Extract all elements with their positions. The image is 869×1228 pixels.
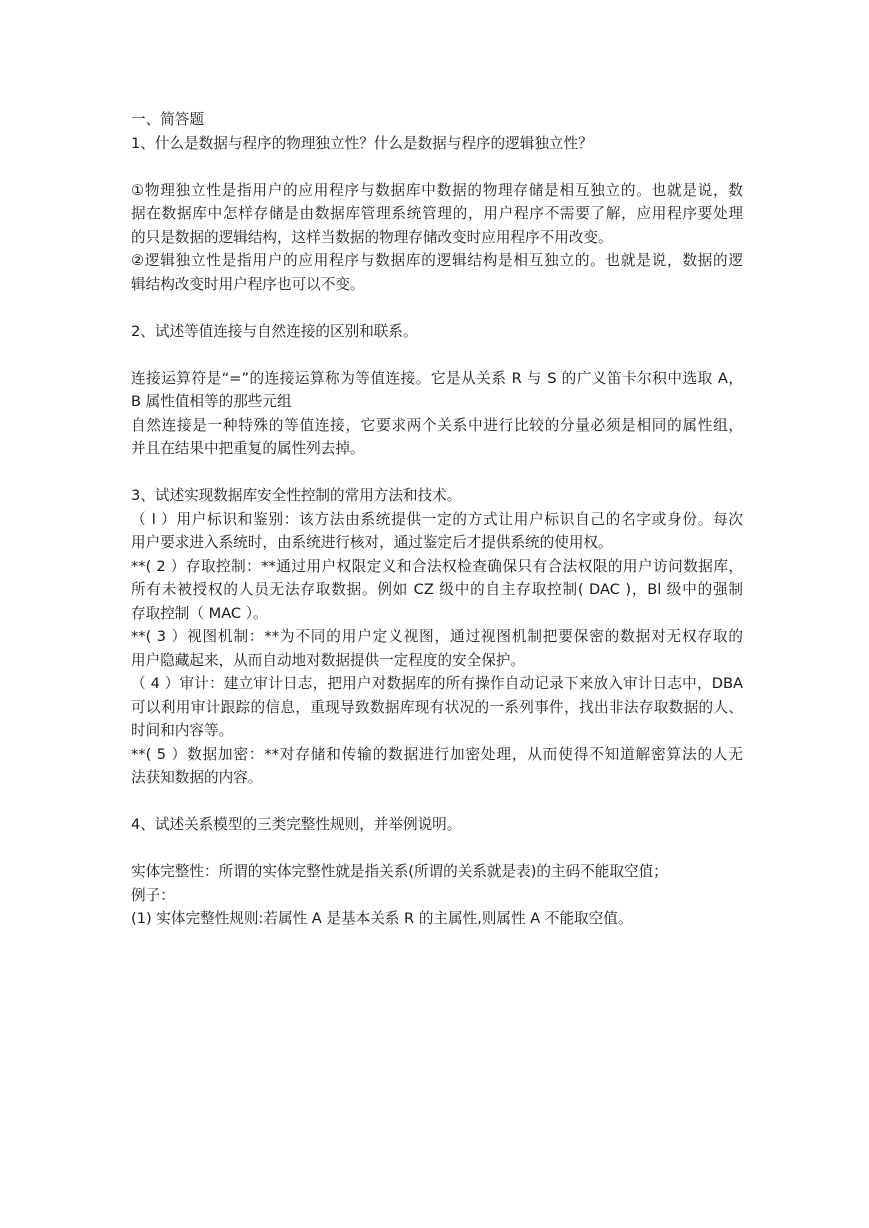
question-2: 2、试述等值连接与自然连接的区别和联系。 xyxy=(131,322,418,340)
answer-2-line-3: 自然连接是一种特殊的等值连接，它要求两个关系中进行比较的分量必须是相同的属性组， xyxy=(131,416,743,434)
answer-3-line-4: 所有未被授权的人员无法存取数据。例如 CZ 级中的自主存取控制( DAC )，Bl 级中的强制 xyxy=(131,581,743,598)
answer-3-line-1: （ l ）用户标识和鉴别：该方法由系统提供一定的方式让用户标识自己的名字或身份。每次 xyxy=(131,510,743,528)
answer-3-line-2: 用户要求进入系统时，由系统进行核对，通过鉴定后才提供系统的使用权。 xyxy=(131,534,613,551)
answer-1-line-4: ②逻辑独立性是指用户的应用程序与数据库的逻辑结构是相互独立的。也就是说，数据的逻 xyxy=(131,252,743,269)
answer-1-line-5: 辑结构改变时用户程序也可以不变。 xyxy=(131,275,365,293)
answer-3-line-12: 法获知数据的内容。 xyxy=(131,769,263,786)
answer-1-line-3: 的只是数据的逻辑结构，这样当数据的物理存储改变时应用程序不用改变。 xyxy=(131,228,613,246)
answer-3-line-5: 存取控制（ MAC ）。 xyxy=(131,604,268,622)
document-body xyxy=(131,108,743,931)
answer-3-line-9: 可以利用审计跟踪的信息，重现导致数据库现有状况的一系列事件，找出非法存取数据的人、 xyxy=(131,698,743,716)
question-1: 1、什么是数据与程序的物理独立性？什么是数据与程序的逻辑独立性？ xyxy=(131,134,593,152)
answer-1-line-1: ①物理独立性是指用户的应用程序与数据库中数据的物理存储是相互独立的。也就是说，数 xyxy=(131,181,743,199)
answer-4-line-1: 实体完整性：所谓的实体完整性就是指关系(所谓的关系就是表)的主码不能取空值； xyxy=(131,863,668,880)
question-3: 3、试述实现数据库安全性控制的常用方法和技术。 xyxy=(131,487,462,504)
spacer xyxy=(131,155,743,179)
answer-3-line-3: **( 2 ）存取控制：**通过用户权限定义和合法权检查确保只有合法权限的用户访问数据库， xyxy=(131,557,743,575)
answer-3-line-7: 用户隐藏起来，从而自动地对数据提供一定程度的安全保护。 xyxy=(131,651,526,669)
answer-3-line-11: **( 5 ）数据加密：**对存储和传输的数据进行加密处理，从而使得不知道解密算法的人无 xyxy=(131,745,743,763)
spacer xyxy=(131,837,743,861)
spacer xyxy=(131,461,743,485)
answer-2-line-2: B 属性值相等的那些元组 xyxy=(131,393,292,410)
answer-4-line-2: 例子： xyxy=(131,886,175,904)
answer-3-line-6: **( 3 ）视图机制：**为不同的用户定义视图，通过视图机制把要保密的数据对无权存取的 xyxy=(131,628,743,645)
section-title: 一、简答题 xyxy=(131,111,204,128)
answer-4-line-3: (1) 实体完整性规则:若属性 A 是基本关系 R 的主属性,则属性 A 不能取空值。 xyxy=(131,910,633,927)
spacer xyxy=(131,790,743,814)
answer-3-line-8: （ 4 ）审计：建立审计日志，把用户对数据库的所有操作自动记录下来放入审计日志中，DBA xyxy=(131,675,743,692)
question-4: 4、试述关系模型的三类完整性规则，并举例说明。 xyxy=(131,816,462,833)
spacer xyxy=(131,296,743,320)
answer-3-line-10: 时间和内容等。 xyxy=(131,722,234,739)
answer-2-line-1: 连接运算符是“=”的连接运算称为等值连接。它是从关系 R 与 S 的广义笛卡尔积中选取 A， xyxy=(131,369,743,387)
answer-1-line-2: 据在数据库中怎样存储是由数据库管理系统管理的，用户程序不需要了解，应用程序要处理 xyxy=(131,205,743,222)
answer-2-line-4: 并且在结果中把重复的属性列去掉。 xyxy=(131,440,365,457)
spacer xyxy=(131,343,743,367)
